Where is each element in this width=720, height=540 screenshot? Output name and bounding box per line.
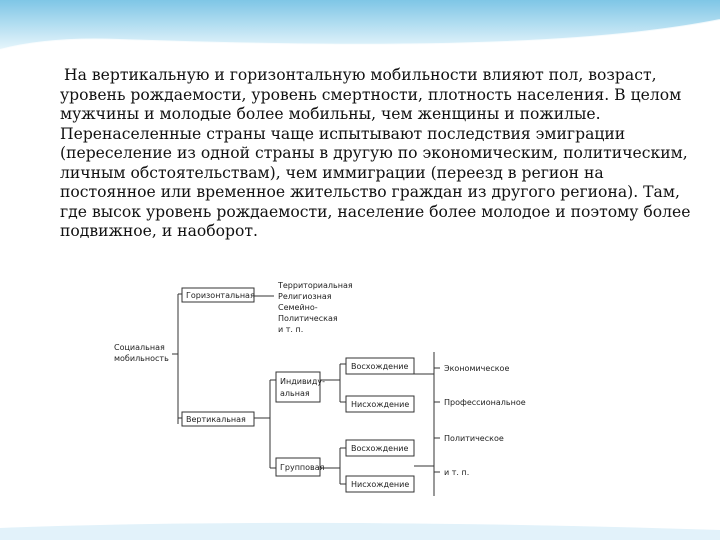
- mobility-diagram: [108, 272, 538, 504]
- up-individual-label: Восхождение: [351, 362, 409, 371]
- horizontal-type-1: Территориальная: [278, 281, 353, 290]
- top-wave-decoration: [0, 0, 720, 50]
- sphere-economic: Экономическое: [444, 364, 510, 373]
- horizontal-type-5: и т. п.: [278, 325, 304, 334]
- group-label: Групповая: [280, 463, 325, 472]
- individual-label-line-2: альная: [280, 389, 310, 398]
- vertical-label: Вертикальная: [186, 415, 246, 424]
- up-group-label: Восхождение: [351, 444, 409, 453]
- root-label-line-2: мобильность: [114, 354, 169, 363]
- individual-label-line-1: Индивиду-: [280, 377, 326, 386]
- horizontal-label: Горизонтальная: [186, 291, 255, 300]
- down-individual-label: Нисхождение: [351, 400, 410, 409]
- down-group-label: Нисхождение: [351, 480, 410, 489]
- sphere-etc: и т. п.: [444, 468, 470, 477]
- main-paragraph: На вертикальную и горизонтальную мобильности влияют пол, возраст, уровень рождаемости, уровень смертности, плотность населения. В целом мужчины и молодые более мобильны, чем женщины и пожилые. Перенаселенные страны чаще испытывают последствия эмиграции (переселение из одной страны в другую по экономическим, политическим, личным обстоятельствам), чем иммиграции (переезд в регион на постоянное или временное жительство граждан из другого региона). Там, где высок уровень рождаемости, население более молодое и поэтому более подвижное, и наоборот.: [60, 66, 691, 240]
- sphere-professional: Профессиональное: [444, 398, 526, 407]
- horizontal-type-4: Политическая: [278, 314, 338, 323]
- sphere-political: Политическое: [444, 434, 504, 443]
- horizontal-type-3: Семейно-: [278, 303, 318, 312]
- bottom-wave-decoration: [0, 523, 720, 540]
- root-label-line-1: Социальная: [114, 343, 165, 352]
- horizontal-type-2: Религиозная: [278, 292, 332, 301]
